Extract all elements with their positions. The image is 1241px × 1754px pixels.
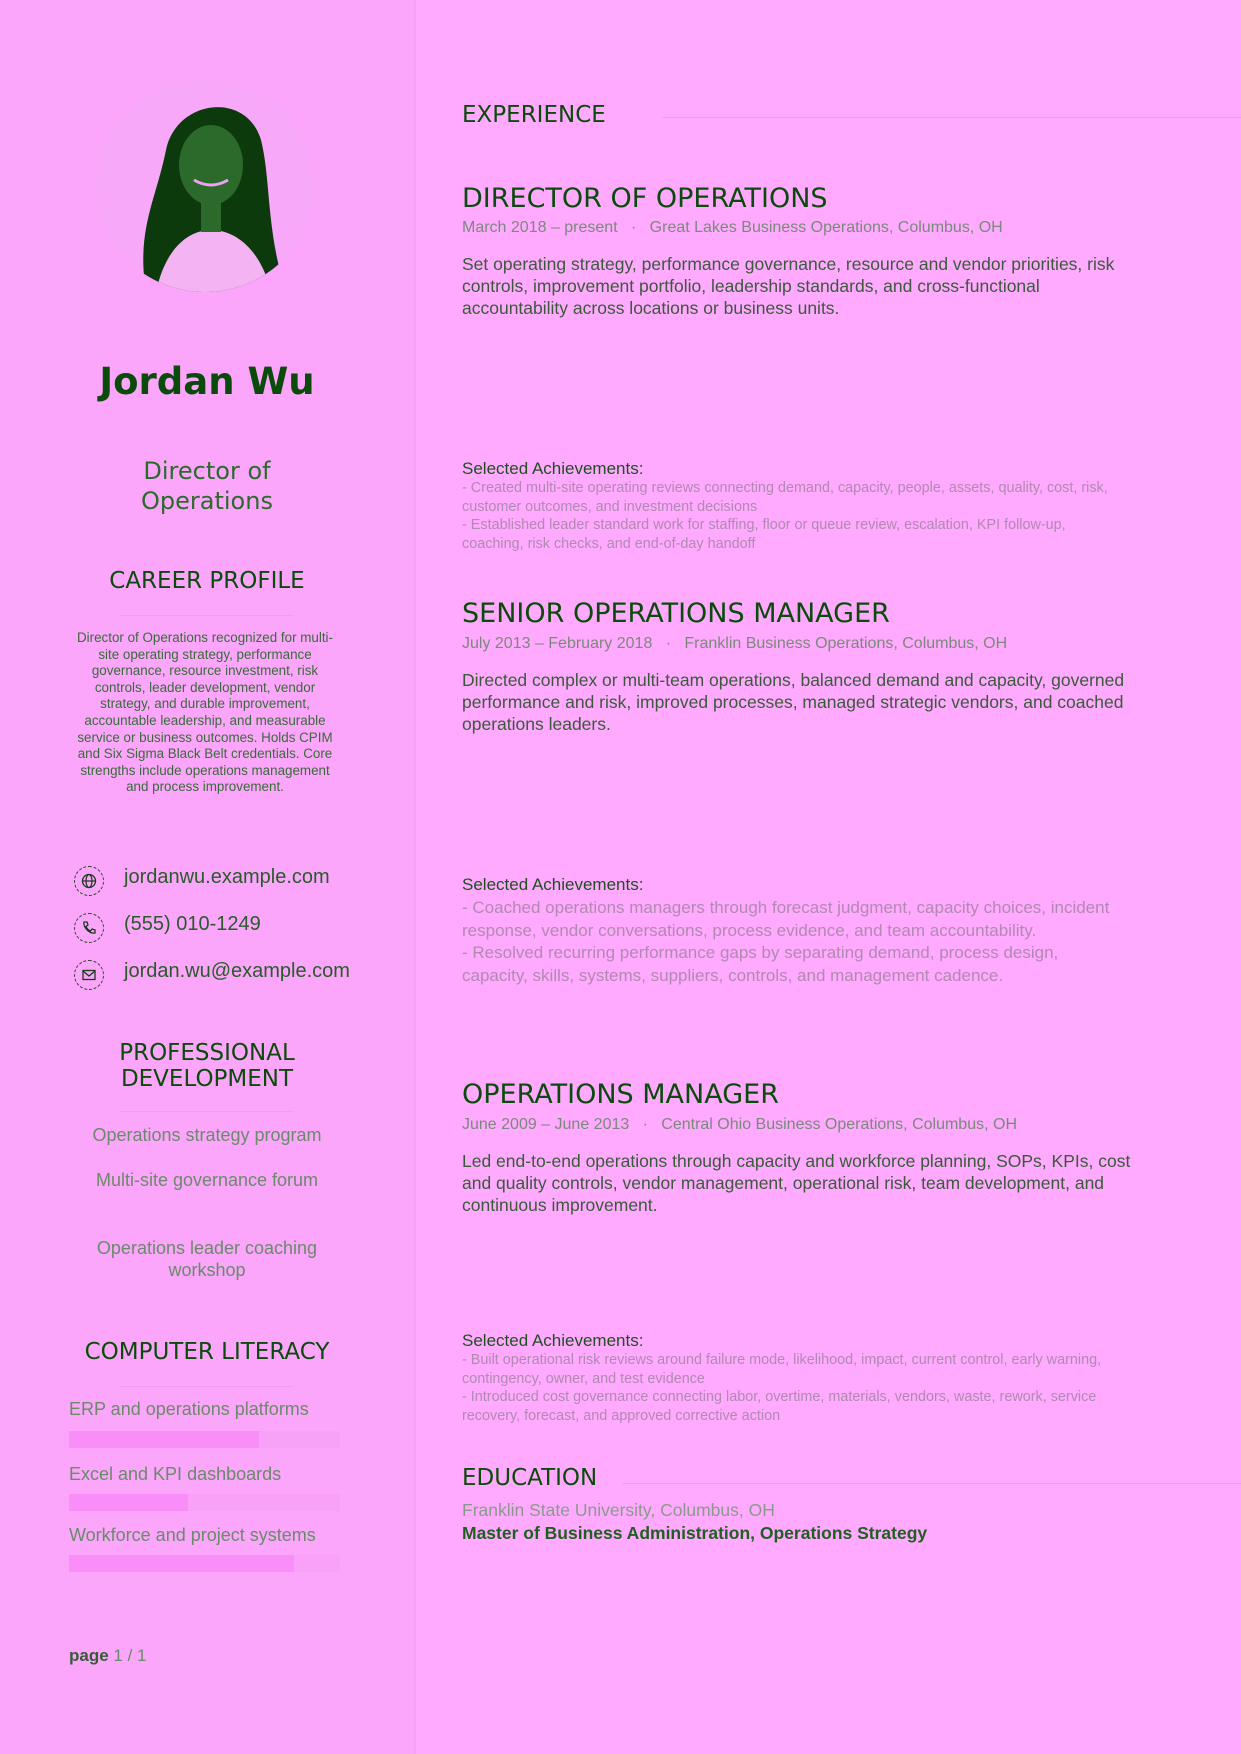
career-profile-heading: CAREER PROFILE bbox=[109, 568, 305, 594]
skill-bar-fill bbox=[69, 1555, 294, 1572]
development-divider bbox=[120, 1111, 294, 1112]
meta-separator: · bbox=[631, 219, 637, 236]
achievement-item: - Introduced cost governance connecting labor, overtime, materials, vendors, waste, rework, service recovery, forecast, and approved corrective action bbox=[462, 1389, 1097, 1424]
job-dates: June 2009 – June 2013 bbox=[462, 1116, 630, 1133]
profile-photo bbox=[96, 80, 314, 292]
job-title: DIRECTOR OF OPERATIONS bbox=[462, 183, 828, 214]
education-heading: EDUCATION bbox=[462, 1465, 598, 1491]
achievements-heading: Selected Achievements: bbox=[462, 1331, 644, 1350]
mail-icon bbox=[74, 960, 104, 990]
candidate-role: Director of Operations bbox=[141, 457, 273, 515]
contact-website[interactable] bbox=[74, 864, 404, 898]
contact-phone[interactable] bbox=[74, 911, 404, 945]
meta-separator: · bbox=[642, 1116, 648, 1133]
job-meta bbox=[462, 1116, 1017, 1134]
job-title: SENIOR OPERATIONS MANAGER bbox=[462, 598, 890, 629]
achievement-item: - Established leader standard work for staffing, floor or queue review, escalation, KPI follow-up, coaching, risk checks, and end-of-day handoff bbox=[462, 517, 1066, 552]
main-content bbox=[462, 0, 1241, 1754]
skill-label: Workforce and project systems bbox=[69, 1525, 316, 1545]
job-company: Great Lakes Business Operations, Columbus, OH bbox=[649, 219, 1003, 236]
phone-text: (555) 010-1249 bbox=[124, 913, 261, 935]
skill-bar bbox=[69, 1431, 340, 1448]
job-description: Directed complex or multi-team operations, balanced demand and capacity, governed performance and risk, improved processes, managed strategic vendors, and coached operations leaders. bbox=[462, 670, 1125, 734]
skill-bar bbox=[69, 1494, 340, 1511]
job-meta bbox=[462, 219, 1003, 237]
career-profile-divider bbox=[120, 615, 294, 616]
website-text: jordanwu.example.com bbox=[124, 866, 330, 888]
experience-heading: EXPERIENCE bbox=[462, 102, 606, 128]
education-divider bbox=[622, 1483, 1241, 1484]
computer-literacy-heading: COMPUTER LITERACY bbox=[84, 1339, 330, 1365]
education-degree: Master of Business Administration, Operations Strategy bbox=[462, 1523, 928, 1543]
skill-label: Excel and KPI dashboards bbox=[69, 1464, 282, 1484]
globe-icon bbox=[74, 866, 104, 896]
job-dates: July 2013 – February 2018 bbox=[462, 635, 653, 652]
career-profile-summary: Director of Operations recognized for multi-site operating strategy, performance governance, resource investment, risk controls, leader development, vendor strategy, and durable improvement, accountable leadership, and measurable service or business outcomes. Holds CPIM and Six Sigma Black Belt credentials. Core strengths include operations management and process improvement. bbox=[76, 630, 333, 795]
page-count: 1 / 1 bbox=[113, 1646, 147, 1665]
skill-label: ERP and operations platforms bbox=[69, 1399, 309, 1419]
job-title: OPERATIONS MANAGER bbox=[462, 1079, 779, 1110]
contact-email[interactable] bbox=[74, 958, 404, 992]
education-school: Franklin State University, Columbus, OH bbox=[462, 1500, 775, 1520]
professional-development-heading: PROFESSIONAL DEVELOPMENT bbox=[119, 1040, 295, 1092]
achievements-heading: Selected Achievements: bbox=[462, 875, 644, 894]
achievements-heading: Selected Achievements: bbox=[462, 459, 644, 478]
phone-icon bbox=[74, 913, 104, 943]
job-dates: March 2018 – present bbox=[462, 219, 618, 236]
development-item: Operations leader coaching workshop bbox=[96, 1238, 318, 1280]
achievements-list bbox=[462, 479, 1127, 553]
achievement-item: - Created multi-site operating reviews connecting demand, capacity, people, assets, quality, cost, risk, customer outcomes, and investment decisions bbox=[462, 480, 1108, 515]
email-text: jordan.wu@example.com bbox=[124, 960, 350, 982]
job-meta bbox=[462, 635, 1007, 653]
skill-bar bbox=[69, 1555, 340, 1572]
page-label: page bbox=[69, 1646, 109, 1665]
portrait-image bbox=[96, 80, 314, 292]
sidebar bbox=[0, 0, 416, 1754]
computer-literacy-divider bbox=[120, 1386, 294, 1387]
page-number bbox=[69, 1646, 147, 1666]
achievement-item: - Resolved recurring performance gaps by separating demand, process design, capacity, skills, systems, suppliers, controls, and management cadence. bbox=[462, 943, 1059, 985]
experience-divider bbox=[662, 117, 1241, 118]
skill-bar-fill bbox=[69, 1431, 259, 1448]
job-company: Central Ohio Business Operations, Columbus, OH bbox=[661, 1116, 1017, 1133]
development-item: Operations strategy program bbox=[92, 1125, 322, 1145]
meta-separator: · bbox=[665, 635, 672, 652]
achievements-list bbox=[462, 1351, 1127, 1425]
job-description: Led end-to-end operations through capacity and workforce planning, SOPs, KPIs, cost and quality controls, vendor management, operational risk, team development, and continuous improvement. bbox=[462, 1151, 1131, 1215]
job-company: Franklin Business Operations, Columbus, OH bbox=[684, 635, 1008, 652]
achievement-item: - Built operational risk reviews around failure mode, likelihood, impact, current control, early warning, contingency, owner, and test evidence bbox=[462, 1352, 1102, 1387]
achievement-item: - Coached operations managers through forecast judgment, capacity choices, incident response, vendor conversations, process evidence, and team accountability. bbox=[462, 898, 1110, 940]
achievements-list bbox=[462, 897, 1127, 987]
skill-bar-fill bbox=[69, 1494, 188, 1511]
candidate-name: Jordan Wu bbox=[99, 360, 315, 403]
development-item: Multi-site governance forum bbox=[95, 1170, 319, 1190]
job-description: Set operating strategy, performance governance, resource and vendor priorities, risk controls, improvement portfolio, leadership standards, and cross-functional accountability across locations or business units. bbox=[462, 254, 1115, 318]
